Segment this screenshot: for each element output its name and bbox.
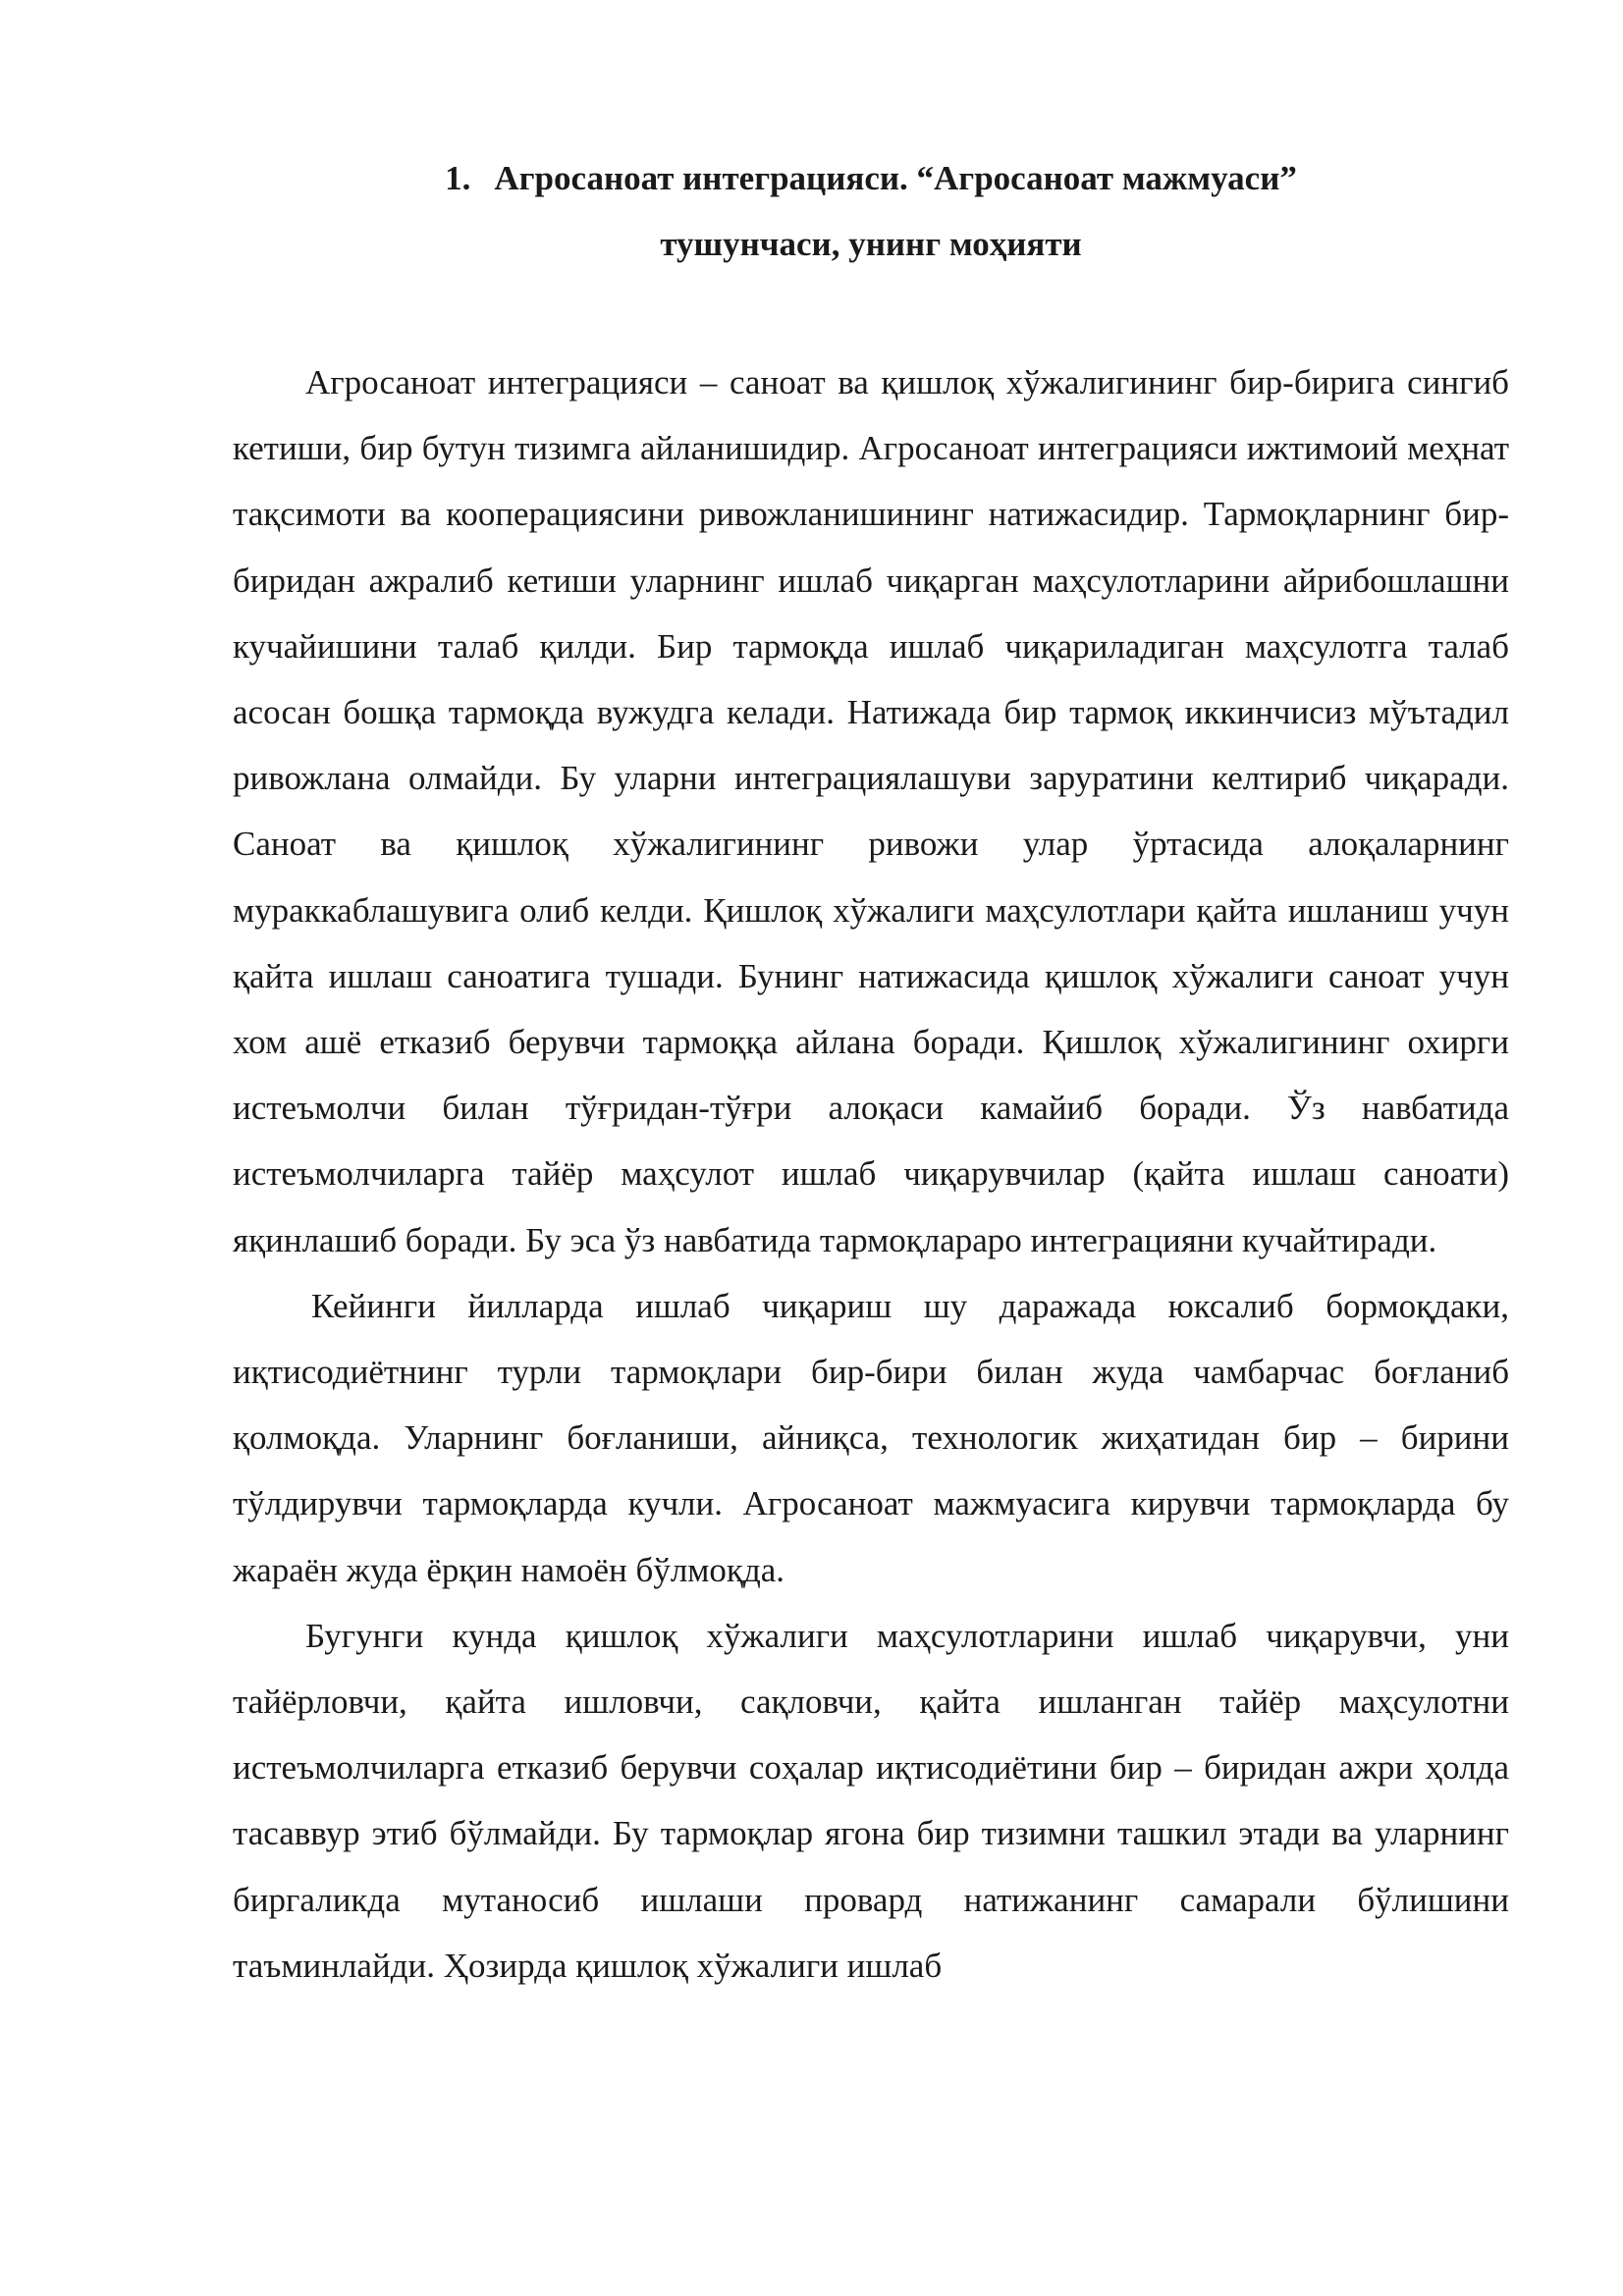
section-title-line-2: тушунчаси, унинг моҳияти [660, 225, 1082, 263]
paragraph-2: Кейинги йилларда ишлаб чиқариш шу даражада юксалиб бормоқдаки, иқтисодиётнинг турли тармоқлари бир-бири билан жуда чамбарчас боғланиб қолмоқда. Уларнинг боғланиши, айниқса, технологик жиҳатидан бир – бирини тўлдирувчи тармоқларда кучли. Агросаноат мажмуасига кирувчи тармоқларда бу жараён жуда ёрқин намоён бўлмоқда. [233, 1286, 1509, 1589]
section-number: 1. [445, 159, 471, 197]
document-body [233, 349, 1509, 1999]
paragraph-1: Агросаноат интеграцияси – саноат ва қишлоқ хўжалигининг бир-бирига сингиб кетиши, бир бутун тизимга айланишидир. Агросаноат интеграцияси ижтимоий меҳнат тақсимоти ва кооперациясини ривожланишининг натижасидир. Тармоқларнинг бир-биридан ажралиб кетиши уларнинг ишлаб чиқарган маҳсулотларини айрибошлашни кучайишини талаб қилди. Бир тармоқда ишлаб чиқариладиган маҳсулотга талаб асосан бошқа тармоқда вужудга келади. Натижада бир тармоқ иккинчисиз мўътадил ривожлана олмайди. Бу уларни интеграциялашуви заруратини келтириб чиқаради. Саноат ва қишлоқ хўжалигининг ривожи улар ўртасида алоқаларнинг мураккаблашувига олиб келди. Қишлоқ хўжалиги маҳсулотлари қайта ишланиш учун қайта ишлаш саноатига тушади. Бунинг натижасида қишлоқ хўжалиги саноат учун хом ашё етказиб берувчи тармоққа айлана боради. Қишлоқ хўжалигининг охирги истеъмолчи билан тўғридан-тўғри алоқаси камайиб боради. Ўз навбатида истеъмолчиларга тайёр маҳсулот ишлаб чиқарувчилар (қайта ишлаш саноати) яқинлашиб боради. Бу эса ўз навбатида тармоқлараро интеграцияни кучайтиради. [233, 363, 1509, 1259]
section-title-line-1: Агросаноат интеграцияси. “Агросаноат мажмуаси” [494, 159, 1297, 197]
paragraph-3: Бугунги кунда қишлоқ хўжалиги маҳсулотларини ишлаб чиқарувчи, уни тайёрловчи, қайта ишловчи, сақловчи, қайта ишланган тайёр маҳсулотни истеъмолчиларга етказиб берувчи соҳалар иқтисодиётини бир – биридан ажри ҳолда тасаввур этиб бўлмайди. Бу тармоқлар ягона бир тизимни ташкил этади ва уларнинг биргаликда мутаносиб ишлаши провард натижанинг самарали бўлишини таъминлайди. Ҳозирда қишлоқ хўжалиги ишлаб [233, 1616, 1509, 1985]
section-heading [233, 157, 1509, 200]
